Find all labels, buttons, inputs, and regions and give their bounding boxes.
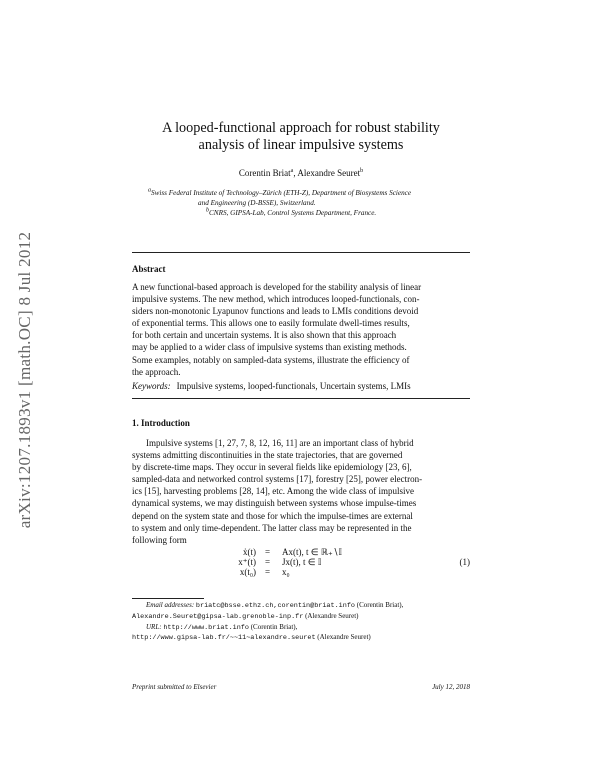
email-owner-2: (Alexandre Seuret) bbox=[305, 611, 359, 620]
url-owner-2: (Alexandre Seuret) bbox=[317, 633, 371, 642]
paragraph-line: by discrete-time maps. They occur in several fields like epidemiology [23, 6], bbox=[132, 462, 412, 473]
affiliation-a-line-1: Swiss Federal Institute of Technology–Zürich (ETH-Z), Department of Biosystems Science bbox=[151, 189, 412, 197]
equation-rhs: x₀ bbox=[282, 567, 290, 577]
affiliation-a-line-2: and Engineering (D-BSSE), Switzerland. bbox=[198, 199, 316, 207]
title-line-2: analysis of linear impulsive systems bbox=[198, 137, 404, 153]
footnote-url-line-1 bbox=[132, 623, 470, 634]
abstract-line: for both certain and uncertain systems. It is also shown that this approach bbox=[132, 330, 397, 341]
abstract-body bbox=[132, 281, 470, 378]
keywords bbox=[132, 381, 411, 391]
paragraph-line: dynamical systems, we may distinguish between systems whose impulse-times bbox=[132, 498, 417, 509]
abstract-line: of exponential terms. This allows one to easily formulate dwell-times results, bbox=[132, 318, 410, 329]
url-label: URL: bbox=[146, 622, 162, 631]
email-label: Email addresses: bbox=[146, 601, 195, 609]
footnotes bbox=[132, 601, 470, 644]
paragraph-line: sampled-data and networked control systems [17], forestry [25], power electron- bbox=[132, 474, 423, 485]
paragraph-line: Impulsive systems [1, 27, 7, 8, 12, 16, 11] are an important class of hybrid bbox=[146, 438, 414, 448]
abstract-line: impulsive systems. The new method, which introduces looped-functionals, con- bbox=[132, 294, 420, 305]
equation-rhs: Jx(t), t ∈ 𝕀 bbox=[282, 557, 322, 567]
equation-lhs: ẋ(t) bbox=[243, 547, 256, 557]
affiliation-a-mark: a bbox=[148, 187, 151, 194]
footnote-email-line-2 bbox=[132, 612, 470, 623]
abstract-line: A new functional-based approach is developed for the stability analysis of linear bbox=[132, 282, 422, 292]
email-link-1[interactable]: briatc@bsse.ethz.ch,corentin@briat.info bbox=[195, 602, 355, 610]
abstract-line: Some examples, notably on sampled-data systems, illustrate the efficiency of bbox=[132, 354, 410, 365]
paragraph-line: to system and only time-dependent. The latter class may be represented in the bbox=[132, 522, 412, 533]
author-2-mark: b bbox=[360, 168, 364, 174]
author-separator: , bbox=[293, 168, 298, 178]
abstract-bottom-rule bbox=[132, 398, 470, 399]
arxiv-sidebar-stamp bbox=[10, 190, 40, 570]
url-link-2[interactable]: http://www.gipsa-lab.fr/~~11~alexandre.seuret bbox=[132, 634, 316, 643]
footer-preprint-note: Preprint submitted to Elsevier bbox=[132, 683, 217, 691]
section-heading-introduction: 1. Introduction bbox=[132, 418, 190, 428]
keywords-label: Keywords: bbox=[132, 381, 171, 391]
paragraph-line: ics [15], harvesting problems [28, 14], etc. Among the wide class of impulsive bbox=[132, 486, 414, 497]
paper-title bbox=[132, 120, 470, 154]
affiliation-b-mark: b bbox=[206, 207, 209, 214]
abstract-line: the approach. bbox=[132, 366, 181, 377]
abstract-line: siders non-monotonic Lyapunov functions and leads to LMIs conditions devoid bbox=[132, 306, 419, 317]
equation-row-3 bbox=[132, 567, 470, 579]
email-link-2[interactable]: Alexandre.Seuret@gipsa-lab.grenoble-inp.fr bbox=[132, 612, 304, 621]
equation-equals: = bbox=[265, 557, 271, 567]
keywords-text: Impulsive systems, looped-functionals, Uncertain systems, LMIs bbox=[176, 381, 411, 391]
footnote-rule bbox=[132, 598, 204, 599]
author-2: Alexandre Seuret bbox=[297, 168, 361, 178]
equation-lhs: x(t₀) bbox=[239, 567, 256, 577]
equation-number: (1) bbox=[459, 557, 470, 567]
abstract-top-rule bbox=[132, 252, 470, 253]
abstract-heading: Abstract bbox=[132, 264, 166, 274]
title-line-1: A looped-functional approach for robust stability bbox=[162, 120, 440, 136]
author-list bbox=[132, 168, 470, 178]
equation-equals: = bbox=[265, 547, 271, 557]
affiliation-a-continued bbox=[198, 198, 316, 208]
footnote-email-line-1 bbox=[132, 601, 470, 612]
affiliation-b bbox=[206, 208, 376, 218]
author-1: Corentin Briat bbox=[238, 168, 291, 178]
paragraph-line: depend on the system state and those for which the impulse-times are external bbox=[132, 510, 413, 521]
introduction-paragraph bbox=[132, 437, 470, 546]
url-link-1[interactable]: http://www.briat.info bbox=[163, 623, 249, 632]
author-1-mark: a bbox=[290, 168, 294, 174]
paragraph-line: systems admitting discontinuities in the state trajectories, that are governed bbox=[132, 450, 403, 461]
footnote-url-line-2 bbox=[132, 633, 470, 644]
email-owner-1: (Corentin Briat), bbox=[356, 601, 404, 609]
equation-equals: = bbox=[265, 567, 271, 577]
affiliation-b-line-1: CNRS, GIPSA-Lab, Control Systems Department, France. bbox=[209, 209, 377, 217]
arxiv-id: arXiv:1207.1893v1 [math.OC] 8 Jul 2012 bbox=[15, 231, 34, 529]
footer-date: July 12, 2018 bbox=[432, 683, 470, 691]
affiliation-a bbox=[148, 188, 411, 198]
url-owner-1: (Corentin Briat), bbox=[250, 622, 298, 631]
paragraph-line: following form bbox=[132, 534, 187, 545]
equation-lhs: x⁺(t) bbox=[238, 557, 256, 567]
equation-rhs: Ax(t), t ∈ ℝ₊∖𝕀 bbox=[282, 547, 342, 557]
abstract-line: may be applied to a wider class of impulsive systems than existing methods. bbox=[132, 342, 407, 353]
